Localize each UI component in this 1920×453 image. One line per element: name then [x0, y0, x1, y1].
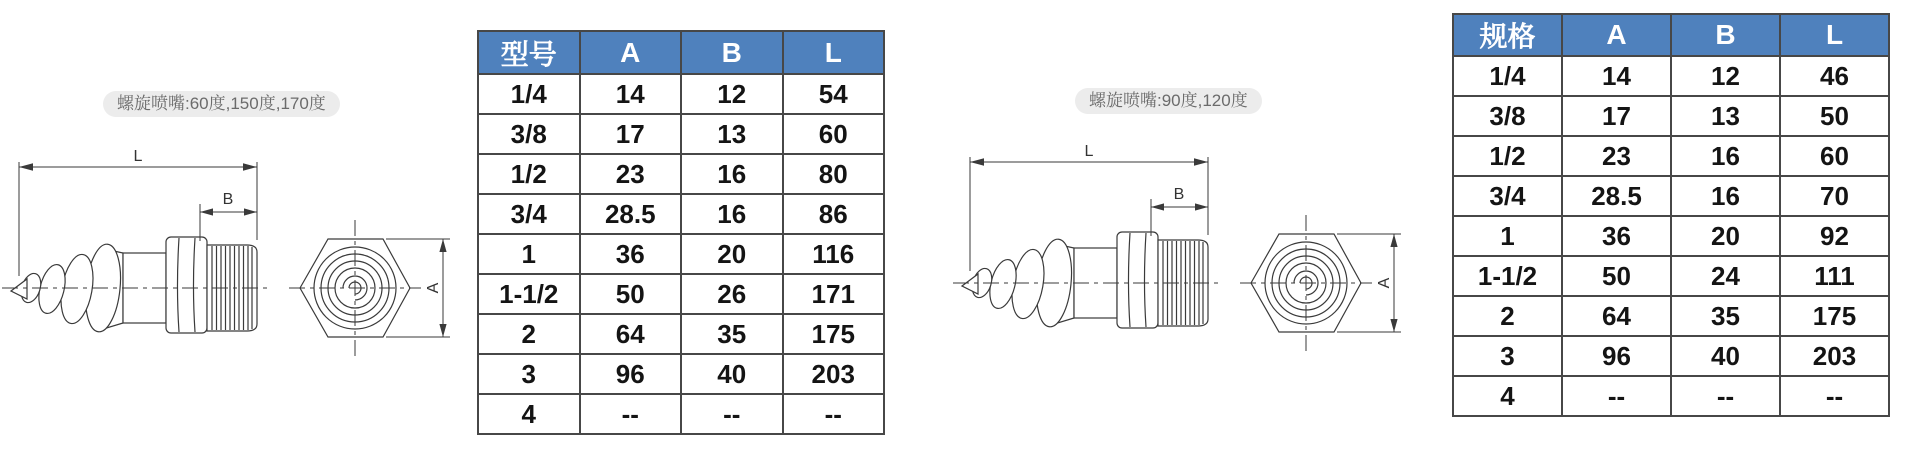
spec-cell: 1-1/2 [1453, 256, 1562, 296]
spec-cell: 2 [478, 314, 580, 354]
dim-label-L: L [133, 148, 143, 165]
spec-cell: 1/4 [478, 74, 580, 114]
table-header-row [1453, 14, 1889, 56]
table-row [478, 154, 884, 194]
spec-cell: 3/4 [478, 194, 580, 234]
spec-cell: -- [1562, 376, 1671, 416]
table-row [1453, 376, 1889, 416]
spec-cell: 40 [681, 354, 783, 394]
spec-cell: 86 [783, 194, 885, 234]
spec-cell: 28.5 [1562, 176, 1671, 216]
spec-cell: 54 [783, 74, 885, 114]
spec-cell: 14 [1562, 56, 1671, 96]
table-row [478, 314, 884, 354]
header-L: L [1780, 14, 1889, 56]
spec-cell: 2 [1453, 296, 1562, 336]
header-A: A [1562, 14, 1671, 56]
spec-cell: -- [1780, 376, 1889, 416]
spec-cell: 92 [1780, 216, 1889, 256]
spec-cell: 1 [478, 234, 580, 274]
table-row [1453, 216, 1889, 256]
spec-cell: 203 [783, 354, 885, 394]
table-row [478, 394, 884, 434]
header-A: A [580, 31, 682, 74]
spec-cell: 116 [783, 234, 885, 274]
spec-cell: 203 [1780, 336, 1889, 376]
spec-cell: 80 [783, 154, 885, 194]
table-row [478, 354, 884, 394]
spec-cell: 16 [1671, 136, 1780, 176]
spec-cell: 1/2 [1453, 136, 1562, 176]
header-model: 型号 [478, 31, 580, 74]
dimension-thread-length [200, 191, 257, 241]
spec-cell: 23 [580, 154, 682, 194]
spec-cell: 23 [1562, 136, 1671, 176]
spec-cell: 1 [1453, 216, 1562, 256]
header-L: L [783, 31, 885, 74]
spec-cell: 17 [580, 114, 682, 154]
spec-cell: -- [681, 394, 783, 434]
table-row [1453, 256, 1889, 296]
spec-cell: 1-1/2 [478, 274, 580, 314]
table-row [1453, 136, 1889, 176]
spec-cell: 64 [580, 314, 682, 354]
spec-cell: 13 [681, 114, 783, 154]
table-row [1453, 56, 1889, 96]
spec-cell: 1/2 [478, 154, 580, 194]
model-spec-table-left [477, 30, 885, 435]
spec-cell: 46 [1780, 56, 1889, 96]
spec-cell: 3/8 [1453, 96, 1562, 136]
spec-cell: 36 [1562, 216, 1671, 256]
spec-cell: -- [580, 394, 682, 434]
table-row [478, 274, 884, 314]
spec-cell: -- [1671, 376, 1780, 416]
spec-cell: 16 [681, 154, 783, 194]
dim-label-L: L [1084, 143, 1094, 160]
nozzle-angle-note-left: 螺旋喷嘴:60度,150度,170度 [103, 91, 340, 117]
spec-cell: 13 [1671, 96, 1780, 136]
table-row [1453, 296, 1889, 336]
spec-cell: 3 [1453, 336, 1562, 376]
spec-cell: 26 [681, 274, 783, 314]
spec-cell: 3/4 [1453, 176, 1562, 216]
spec-cell: 111 [1780, 256, 1889, 296]
nozzle-side-view [953, 232, 1223, 329]
dim-label-A: A [425, 282, 442, 294]
spec-cell: 35 [1671, 296, 1780, 336]
table-row [478, 234, 884, 274]
table-row [1453, 336, 1889, 376]
spec-cell: 40 [1671, 336, 1780, 376]
header-B: B [681, 31, 783, 74]
spec-cell: 20 [681, 234, 783, 274]
spec-cell: 50 [1780, 96, 1889, 136]
table-row [1453, 96, 1889, 136]
spec-cell: 24 [1671, 256, 1780, 296]
dim-label-B: B [222, 191, 234, 208]
spec-cell: 12 [1671, 56, 1780, 96]
spec-cell: 3/8 [478, 114, 580, 154]
table-row [1453, 176, 1889, 216]
spec-cell: 50 [1562, 256, 1671, 296]
spec-cell: 17 [1562, 96, 1671, 136]
table-row [478, 74, 884, 114]
spec-cell: -- [783, 394, 885, 434]
spiral-nozzle-drawing-left [0, 140, 470, 370]
spec-cell: 4 [478, 394, 580, 434]
spec-cell: 35 [681, 314, 783, 354]
dim-label-A: A [1376, 277, 1393, 289]
spec-cell: 70 [1780, 176, 1889, 216]
spec-cell: 171 [783, 274, 885, 314]
spec-cell: 96 [1562, 336, 1671, 376]
spec-cell: 4 [1453, 376, 1562, 416]
spec-cell: 60 [1780, 136, 1889, 176]
spec-cell: 12 [681, 74, 783, 114]
spec-cell: 175 [783, 314, 885, 354]
spec-cell: 1/4 [1453, 56, 1562, 96]
spec-cell: 50 [580, 274, 682, 314]
table-row [478, 194, 884, 234]
spec-cell: 16 [1671, 176, 1780, 216]
spec-cell: 96 [580, 354, 682, 394]
dimension-thread-length [1151, 186, 1208, 236]
dim-label-B: B [1173, 186, 1185, 203]
table-header-row [478, 31, 884, 74]
nozzle-side-view [2, 237, 272, 334]
spiral-nozzle-drawing-right [951, 135, 1421, 365]
nozzle-angle-note-right: 螺旋喷嘴:90度,120度 [1075, 88, 1262, 114]
spec-cell: 20 [1671, 216, 1780, 256]
spec-cell: 64 [1562, 296, 1671, 336]
spec-cell: 175 [1780, 296, 1889, 336]
spec-cell: 16 [681, 194, 783, 234]
spec-cell: 60 [783, 114, 885, 154]
table-row [478, 114, 884, 154]
spec-cell: 36 [580, 234, 682, 274]
spec-cell: 28.5 [580, 194, 682, 234]
header-spec: 规格 [1453, 14, 1562, 56]
spec-cell: 14 [580, 74, 682, 114]
header-B: B [1671, 14, 1780, 56]
model-spec-table-right [1452, 13, 1890, 417]
spec-cell: 3 [478, 354, 580, 394]
